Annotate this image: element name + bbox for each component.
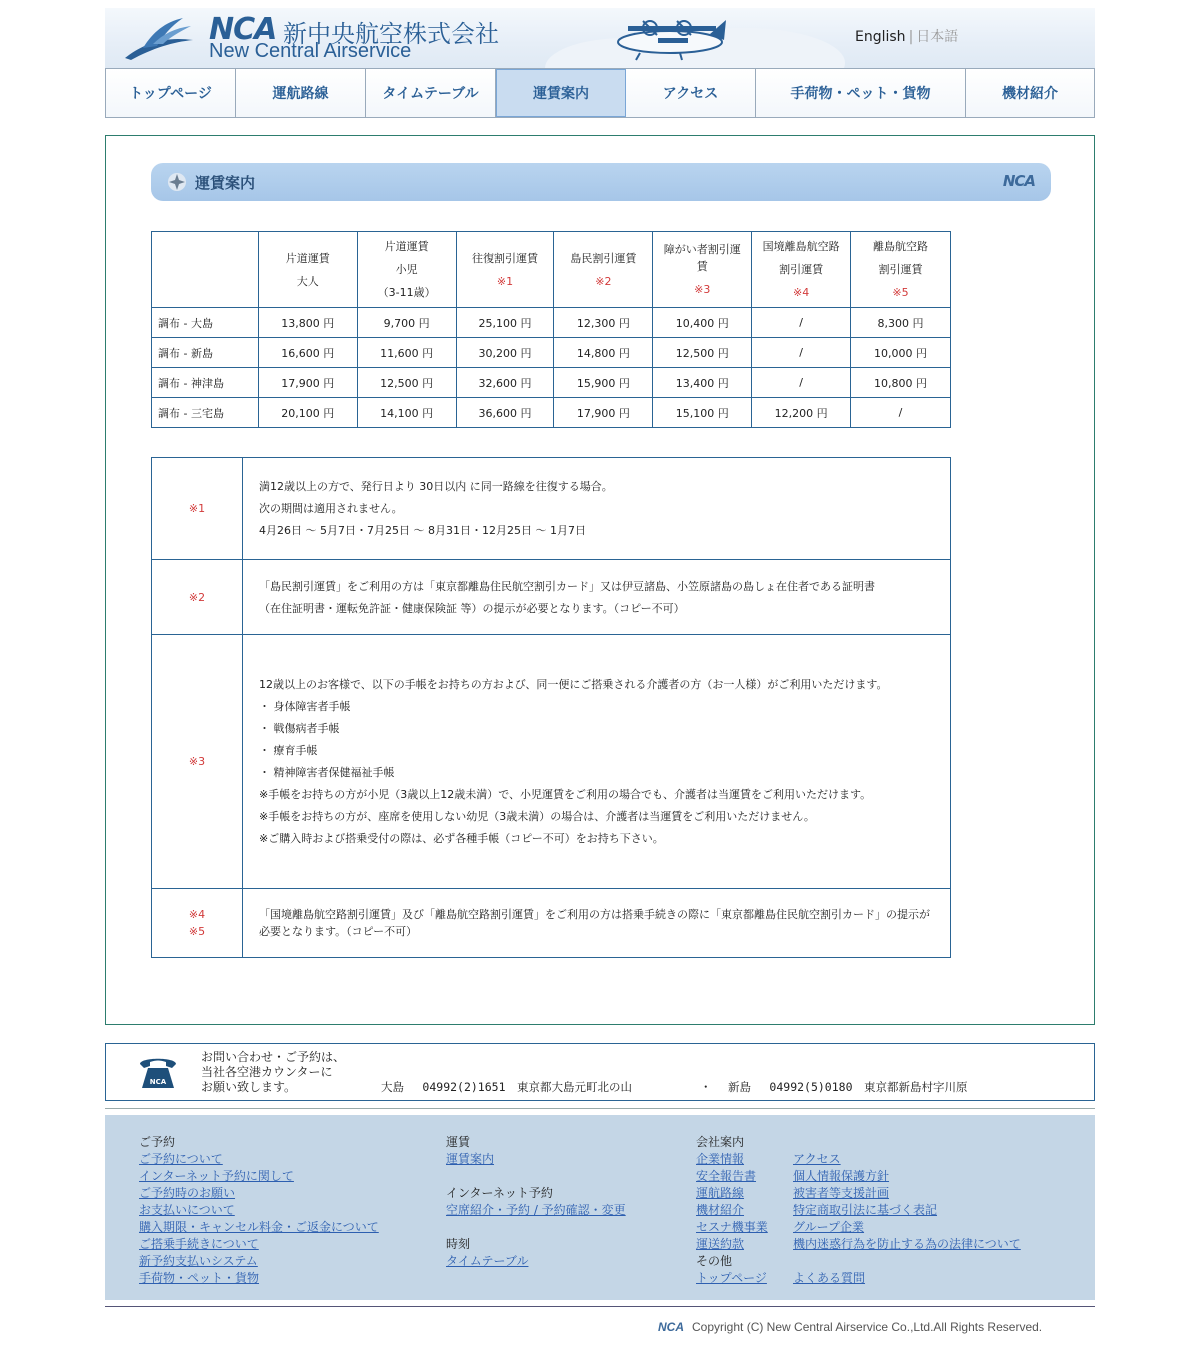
lang-japanese-link[interactable]: 日本語 (916, 29, 959, 45)
footer-link[interactable]: お支払いについて (139, 1203, 235, 1217)
fare-cell: 30,200 円 (456, 338, 554, 368)
contact-box (105, 1043, 1095, 1101)
fare-row-niijima (152, 338, 951, 368)
title-nca-logo: NCA (1002, 172, 1035, 190)
plane-icon (610, 12, 730, 64)
contact-office: 新島 04992(5)0180 東京都新島村字川原 (728, 1080, 968, 1094)
fare-cell: 14,100 円 (357, 398, 456, 428)
footer-link[interactable]: 安全報告書 (696, 1169, 757, 1183)
fare-row-miyakejima (152, 398, 951, 428)
fare-cell: 25,100 円 (456, 308, 554, 338)
note-body (243, 458, 951, 560)
note-paragraph: ※手帳をお持ちの方が小児（3歳以上12歳未満）で、小児運賃をご利用の場合でも、介護者は当運賃をご利用いただけます。 (259, 788, 872, 801)
fare-header-roundtrip (456, 232, 554, 308)
contact-lead (201, 1050, 345, 1095)
footer-col-company (696, 1134, 768, 1287)
footer-link[interactable]: 被害者等支援計画 (793, 1186, 890, 1200)
page-title-bar (151, 163, 1051, 201)
footer-link[interactable]: ご搭乗手続きについて (139, 1237, 259, 1251)
footer-link[interactable]: ご予約について (139, 1152, 223, 1166)
fare-table (151, 231, 951, 428)
fare-cell: 15,900 円 (554, 368, 653, 398)
fare-header-mark: ※2 (595, 274, 612, 288)
fare-route: 調布 - 神津島 (152, 368, 259, 398)
fare-cell: 16,600 円 (258, 338, 357, 368)
fare-route: 調布 - 新島 (152, 338, 259, 368)
company-name-en: New Central Airservice (209, 40, 412, 62)
footer-link[interactable]: 新予約支払いシステム (139, 1254, 258, 1268)
telephone-icon (136, 1054, 180, 1090)
footer-col-fares (446, 1134, 626, 1270)
bird-logo-icon[interactable] (123, 14, 195, 62)
fare-cell: / (752, 338, 851, 368)
note-paragraph: ・ 身体障害者手帳 (259, 700, 351, 713)
fare-cell: 20,100 円 (258, 398, 357, 428)
fare-cell: 36,600 円 (456, 398, 554, 428)
footer-link[interactable]: 空席紹介・予約 / 予約確認・変更 (446, 1203, 626, 1217)
note-paragraph: （在住証明書・運転免許証・健康保険証 等）の提示が必要となります。（コピー不可） (259, 601, 685, 615)
fare-header-line: 片道運賃 (384, 240, 429, 253)
note-row-1 (152, 458, 951, 560)
fare-header-line: 片道運賃 (285, 251, 330, 265)
note-paragraph: 「国境離島航空路割引運賃」及び「離島航空路割引運賃」をご利用の方は搭乗手続きの際に「東京都離島住民航空割引カード」の提示が必要となります。（コピー不可） (259, 908, 930, 938)
fare-notes-table (151, 457, 951, 958)
fare-header-mark: ※4 (793, 286, 810, 299)
fare-cell: 12,500 円 (653, 338, 752, 368)
fare-cell: 12,300 円 (554, 308, 653, 338)
fare-header-route (152, 232, 259, 308)
footer-spacer (793, 1134, 1021, 1151)
note-mark: ※3 (152, 635, 243, 889)
nav-top-page[interactable]: トップページ (106, 69, 236, 117)
fare-cell: / (752, 368, 851, 398)
language-switcher (855, 26, 958, 46)
lang-english-link[interactable]: English (855, 29, 906, 45)
footer-link[interactable]: 運航路線 (696, 1186, 745, 1200)
fare-cell: 11,600 円 (357, 338, 456, 368)
footer-link[interactable]: ご予約時のお願い (139, 1186, 236, 1200)
note-paragraph: 「島民割引運賃」をご利用の方は「東京都離島住民航空割引カード」又は伊豆諸島、小笠原諸島の島しょ在住者である証明書 (259, 579, 875, 593)
fare-header-child (357, 232, 456, 308)
footer-link[interactable]: 購入期限・キャンセル料金・ご返金について (139, 1220, 379, 1234)
global-nav (105, 68, 1095, 118)
company-name-jp: 新中央航空株式会社 (283, 20, 499, 48)
footer-link[interactable]: 運賃案内 (446, 1152, 495, 1166)
nav-access[interactable]: アクセス (626, 69, 756, 117)
fare-row-kozushima (152, 368, 951, 398)
star-icon (167, 172, 187, 192)
main-panel (105, 135, 1095, 1025)
note-body (243, 889, 951, 958)
fare-header-line: 割引運賃 (779, 263, 824, 276)
footer-link[interactable]: 個人情報保護方針 (793, 1169, 890, 1183)
fare-header-mark: ※1 (496, 274, 514, 288)
fare-header-adult (258, 232, 357, 308)
nav-baggage-pet-cargo[interactable]: 手荷物・ペット・貨物 (756, 69, 966, 117)
footer-heading: その他 (696, 1254, 733, 1268)
fare-cell: / (752, 308, 851, 338)
fare-header-mark: ※3 (694, 283, 711, 296)
fare-cell: 13,400 円 (653, 368, 752, 398)
footer-link[interactable]: タイムテーブル (446, 1254, 529, 1268)
fare-header-line: 大人 (296, 274, 319, 288)
fare-header-line: 障がい者割引運 (663, 243, 741, 256)
fare-row-oshima (152, 308, 951, 338)
nav-aircraft[interactable]: 機材紹介 (966, 69, 1094, 117)
note-paragraph: ※ご購入時および搭乗受付の際は、必ず各種手帳（コピー不可）をお持ち下さい。 (259, 832, 664, 845)
footer-heading: 運賃 (446, 1135, 471, 1149)
fare-header-remote-island (851, 232, 951, 308)
fare-header-line: 国境離島航空路 (762, 240, 840, 253)
footer-link[interactable]: インターネット予約に関して (139, 1169, 294, 1183)
fare-cell: 10,400 円 (653, 308, 752, 338)
lang-separator: | (908, 29, 914, 45)
fare-cell: 10,000 円 (851, 338, 951, 368)
note-row-4 (152, 889, 951, 958)
fare-cell: 9,700 円 (357, 308, 456, 338)
footer-col-reservation (139, 1134, 379, 1287)
note-body (243, 560, 951, 635)
footer-link[interactable]: アクセス (793, 1152, 841, 1166)
divider (105, 1306, 1095, 1307)
divider (105, 1108, 1095, 1109)
footer-link[interactable]: セスナ機事業 (696, 1220, 768, 1234)
fare-cell: 17,900 円 (258, 368, 357, 398)
nav-timetable[interactable]: タイムテーブル (366, 69, 496, 117)
footer-col-company-2 (793, 1134, 1021, 1287)
note-row-3 (152, 635, 951, 889)
fare-cell: 12,500 円 (357, 368, 456, 398)
footer-spacer (793, 1253, 1021, 1270)
note-paragraph: ・ 療育手帳 (259, 744, 318, 757)
contact-lead-line: 当社各空港カウンターに (201, 1065, 333, 1079)
note-paragraph: 4月26日 〜 5月7日・7月25日 〜 8月31日・12月25日 〜 1月7日 (259, 524, 586, 537)
note-mark: ※1 (152, 458, 243, 560)
copyright-logo: NCA (658, 1320, 684, 1334)
note-mark: ※5 (188, 925, 206, 938)
fare-header-line: 小児 (395, 263, 418, 276)
brand-logo-nca[interactable]: NCA (209, 12, 277, 47)
copyright-text: Copyright (C) New Central Airservice Co.,Ltd.All Rights Reserved. (692, 1320, 1043, 1334)
site-footer (105, 1115, 1095, 1300)
footer-heading: インターネット予約 (446, 1186, 553, 1200)
site-header (105, 8, 1095, 68)
fare-cell: / (851, 398, 951, 428)
fare-header-mark: ※5 (892, 286, 909, 299)
note-paragraph: 次の期間は適用されません。 (259, 502, 403, 515)
note-row-2 (152, 560, 951, 635)
fare-cell: 8,300 円 (851, 308, 951, 338)
svg-text:NCA: NCA (149, 1078, 167, 1086)
footer-link[interactable]: 企業情報 (696, 1152, 745, 1166)
fare-cell: 10,800 円 (851, 368, 951, 398)
fare-table-header-row (152, 232, 951, 308)
note-paragraph: 12歳以上のお客様で、以下の手帳をお持ちの方および、同一便にご搭乗される介護者の方（お一人様）がご利用いただけます。 (259, 678, 888, 691)
fare-header-line: 島民割引運賃 (570, 251, 637, 265)
note-mark: ※2 (152, 560, 243, 635)
footer-heading: ご予約 (139, 1135, 176, 1149)
note-mark: ※4 (188, 908, 206, 921)
page-title: 運賃案内 (195, 174, 256, 192)
fare-header-border-island (752, 232, 851, 308)
footer-link[interactable]: グループ企業 (793, 1220, 865, 1234)
footer-link[interactable]: 運送約款 (696, 1237, 745, 1251)
footer-link[interactable]: 特定商取引法に基づく表記 (793, 1203, 938, 1217)
fare-cell: 13,800 円 (258, 308, 357, 338)
footer-link[interactable]: 手荷物・ペット・貨物 (139, 1271, 260, 1285)
fare-header-line: 往復割引運賃 (472, 251, 538, 265)
fare-header-line: （3-11歳） (377, 286, 436, 299)
contact-bullet: ・ (700, 1080, 712, 1094)
note-body (243, 635, 951, 889)
contact-lead-line: お願い致します。 (201, 1080, 297, 1094)
nav-fares[interactable]: 運賃案内 (496, 69, 626, 117)
fare-route: 調布 - 大島 (152, 308, 259, 338)
fare-cell: 14,800 円 (554, 338, 653, 368)
note-paragraph: ・ 精神障害者保健福祉手帳 (259, 766, 395, 779)
note-paragraph: 満12歳以上の方で、発行日より 30日以内 に同一路線を往復する場合。 (259, 480, 613, 493)
footer-link[interactable]: よくある質問 (793, 1271, 866, 1285)
footer-link[interactable]: 機材紹介 (696, 1203, 745, 1217)
fare-cell: 12,200 円 (752, 398, 851, 428)
fare-header-line: 賃 (696, 260, 708, 273)
note-mark-group (152, 889, 243, 958)
fare-header-disability (653, 232, 752, 308)
footer-spacer (446, 1168, 626, 1185)
fare-route: 調布 - 三宅島 (152, 398, 259, 428)
footer-spacer (446, 1219, 626, 1236)
footer-heading: 時刻 (446, 1237, 471, 1251)
note-paragraph: ・ 戦傷病者手帳 (259, 722, 340, 735)
copyright (658, 1320, 1042, 1334)
fare-header-line: 割引運賃 (878, 263, 923, 276)
footer-heading: 会社案内 (696, 1135, 745, 1149)
fare-header-line: 離島航空路 (873, 240, 929, 253)
footer-link[interactable]: トップページ (696, 1271, 767, 1285)
fare-cell: 17,900 円 (554, 398, 653, 428)
fare-cell: 15,100 円 (653, 398, 752, 428)
note-paragraph: ※手帳をお持ちの方が、座席を使用しない幼児（3歳未満）の場合は、介護者は当運賃をご利用いただけません。 (259, 810, 815, 823)
fare-cell: 32,600 円 (456, 368, 554, 398)
fare-header-islander (554, 232, 653, 308)
contact-lead-line: お問い合わせ・ご予約は、 (201, 1050, 346, 1064)
footer-link[interactable]: 機内迷惑行為を防止する為の法律について (793, 1237, 1021, 1251)
nav-routes[interactable]: 運航路線 (236, 69, 366, 117)
contact-office: 大島 04992(2)1651 東京都大島元町北の山 (381, 1080, 633, 1094)
